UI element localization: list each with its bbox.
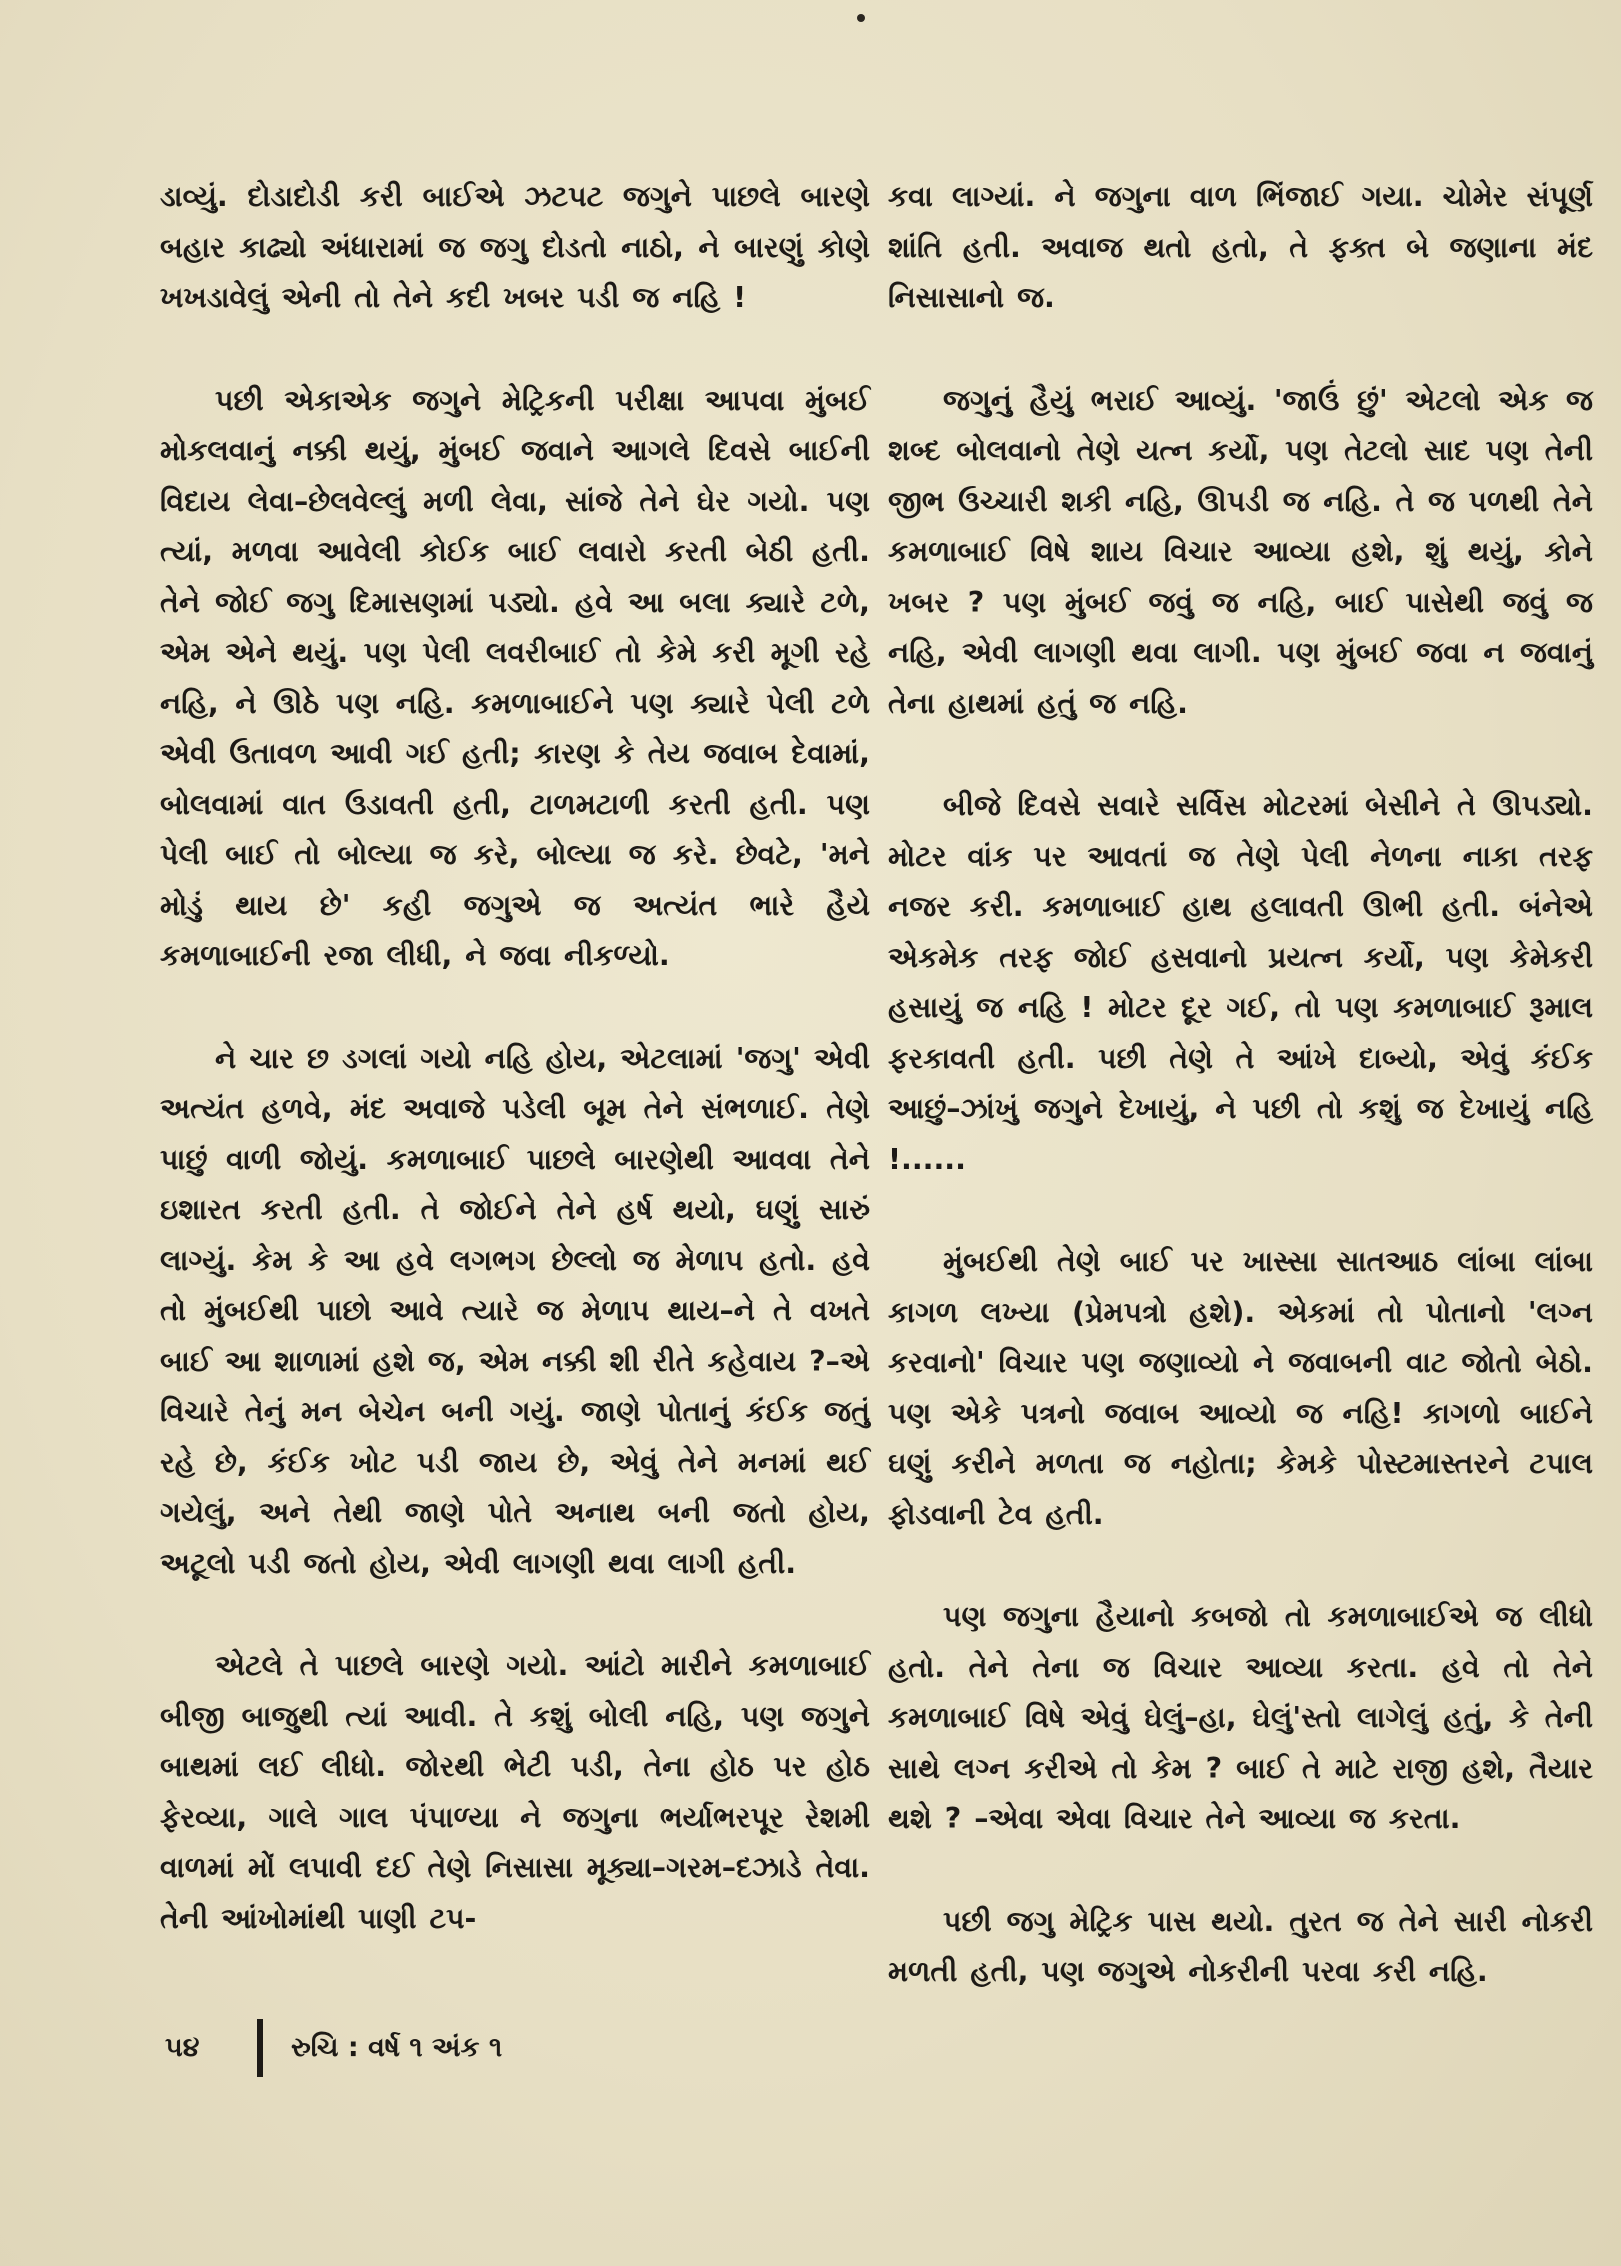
paragraph: ડાવ્યું. દોડાદોડી કરી બાઈએ ઝટપટ જગુને પાછલે બારણે બહાર કાઢ્યો અંધારામાં જ જગુ દોડતો નાઠો, ને બારણું કોણે ખખડાવેલું એની તો તેને કદી ખબર પડી જ નહિ !	[160, 180, 870, 314]
paragraph: જગુનું હૈયું ભરાઈ આવ્યું. 'જાઉં છું' એટલો એક જ શબ્દ બોલવાનો તેણે યત્ન કર્યો, પણ તેટલો સાદ પણ તેની જીભ ઉચ્ચારી શકી નહિ, ઊપડી જ નહિ. તે જ પળથી તેને કમળાબાઈ વિષે શાય વિચાર આવ્યા હશે, શું થયું, કોને ખબર ? પણ મુંબઈ જવું જ નહિ, બાઈ પાસેથી જવું જ નહિ, એવી લાગણી થવા લાગી. પણ મુંબઈ જવા ન જવાનું તેના હાથમાં હતું જ નહિ.	[888, 383, 1593, 720]
top-dot-mark	[857, 14, 865, 22]
paragraph: ને ચાર છ ડગલાં ગયો નહિ હોય, એટલામાં 'જગુ' એવી અત્યંત હળવે, મંદ અવાજે પડેલી બૂમ તેને સંભળાઈ. તેણે પાછું વાળી જોયું. કમળાબાઈ પાછલે બારણેથી આવવા તેને ઇશારત કરતી હતી. તે જોઈને તેને હર્ષ થયો, ઘણું સારું લાગ્યું. કેમ કે આ હવે લગભગ છેલ્લો જ મેળાપ હતો. હવે તો મુંબઈથી પાછો આવે ત્યારે જ મેળાપ થાય–ને તે વખતે બાઈ આ શાળામાં હશે જ, એમ નક્કી શી રીતે કહેવાય ?–એ વિચારે તેનું મન બેચેન બની ગયું. જાણે પોતાનું કંઈક જતું રહે છે, કંઈક ખોટ પડી જાય છે, એવું તેને મનમાં થઈ ગયેલું, અને તેથી જાણે પોતે અનાથ બની જતો હોય, અટૂલો પડી જતો હોય, એવી લાગણી થવા લાગી હતી.	[160, 1041, 870, 1580]
paragraph: પછી એકાએક જગુને મેટ્રિકની પરીક્ષા આપવા મુંબઈ મોકલવાનું નક્કી થયું, મુંબઈ જવાને આગલે દિવસે બાઈની વિદાય લેવા–છેલવેલ્લું મળી લેવા, સાંજે તેને ઘેર ગયો. પણ ત્યાં, મળવા આવેલી કોઈક બાઈ લવારો કરતી બેઠી હતી. તેને જોઈ જગુ દિમાસણમાં પડ્યો. હવે આ બલા ક્યારે ટળે, એમ એને થયું. પણ પેલી લવરીબાઈ તો કેમે કરી મૂગી રહે નહિ, ને ઊઠે પણ નહિ. કમળાબાઈને પણ ક્યારે પેલી ટળે એવી ઉતાવળ આવી ગઈ હતી; કારણ કે તેય જવાબ દેવામાં, બોલવામાં વાત ઉડાવતી હતી, ટાળમટાળી કરતી હતી. પણ પેલી બાઈ તો બોલ્યા જ કરે, બોલ્યા જ કરે. છેવટે, 'મને મોડું થાય છે' કહી જગુએ જ અત્યંત ભારે હૈયે કમળાબાઈની રજા લીધી, ને જવા નીકળ્યો.	[160, 383, 870, 972]
paragraph: કવા લાગ્યાં. ને જગુના વાળ ભિંજાઈ ગયા. ચોમેર સંપૂર્ણ શાંતિ હતી. અવાજ થતો હતો, તે ફક્ત બે જણાના મંદ નિસાસાનો જ.	[888, 180, 1593, 314]
page-number: ૫૪	[165, 2032, 200, 2063]
magazine-issue-label: રુચિ : વર્ષ ૧ અંક ૧	[291, 2032, 503, 2063]
paragraph: મુંબઈથી તેણે બાઈ પર ખાસ્સા સાતઆઠ લાંબા લાંબા કાગળ લખ્યા (પ્રેમપત્રો હશે). એકમાં તો પોતાનો 'લગ્ન કરવાનો' વિચાર પણ જણાવ્યો ને જવાબની વાટ જોતો બેઠો. પણ એકે પત્રનો જવાબ આવ્યો જ નહિ! કાગળો બાઈને ઘણું કરીને મળતા જ નહોતા; કેમકે પોસ્ટમાસ્તરને ટપાલ ફોડવાની ટેવ હતી.	[888, 1245, 1593, 1531]
page-footer	[165, 2018, 502, 2078]
right-column	[888, 172, 1593, 2050]
paragraph: બીજે દિવસે સવારે સર્વિસ મોટરમાં બેસીને તે ઊપડ્યો. મોટર વાંક પર આવતાં જ તેણે પેલી નેળના નાકા તરફ નજર કરી. કમળાબાઈ હાથ હલાવતી ઊભી હતી. બંનેએ એકમેક તરફ જોઈ હસવાનો પ્રયત્ન કર્યો, પણ કેમેકરી હસાયું જ નહિ ! મોટર દૂર ગઈ, તો પણ કમળાબાઈ રૂમાલ ફરકાવતી હતી. પછી તેણે તે આંખે દાબ્યો, એવું કંઈક આછું–ઝાંખું જગુને દેખાયું, ને પછી તો કશું જ દેખાયું નહિ !......	[888, 789, 1593, 1176]
paragraph: એટલે તે પાછલે બારણે ગયો. આંટો મારીને કમળાબાઈ બીજી બાજુથી ત્યાં આવી. તે કશું બોલી નહિ, પણ જગુને બાથમાં લઈ લીધો. જોરથી ભેટી પડી, તેના હોઠ પર હોઠ ફેરવ્યા, ગાલે ગાલ પંપાળ્યા ને જગુના ભર્યાભરપૂર રેશમી વાળમાં મોં લપાવી દઈ તેણે નિસાસા મૂક્યા–ગરમ–દઝાડે તેવા. તેની આંખોમાંથી પાણી ટપ-	[160, 1649, 870, 1935]
paragraph: પછી જગુ મેટ્રિક પાસ થયો. તુરત જ તેને સારી નોકરી મળતી હતી, પણ જગુએ નોકરીની પરવા કરી નહિ.	[888, 1904, 1593, 1988]
left-column	[160, 172, 870, 1996]
footer-divider	[257, 2019, 263, 2077]
paragraph: પણ જગુના હૈયાનો કબજો તો કમળાબાઈએ જ લીધો હતો. તેને તેના જ વિચાર આવ્યા કરતા. હવે તો તેને કમળાબાઈ વિષે એવું ઘેલું–હા, ઘેલું'સ્તો લાગેલું હતું, કે તેની સાથે લગ્ન કરીએ તો કેમ ? બાઈ તે માટે રાજી હશે, તૈયાર થશે ? –એવા એવા વિચાર તેને આવ્યા જ કરતા.	[888, 1600, 1593, 1835]
